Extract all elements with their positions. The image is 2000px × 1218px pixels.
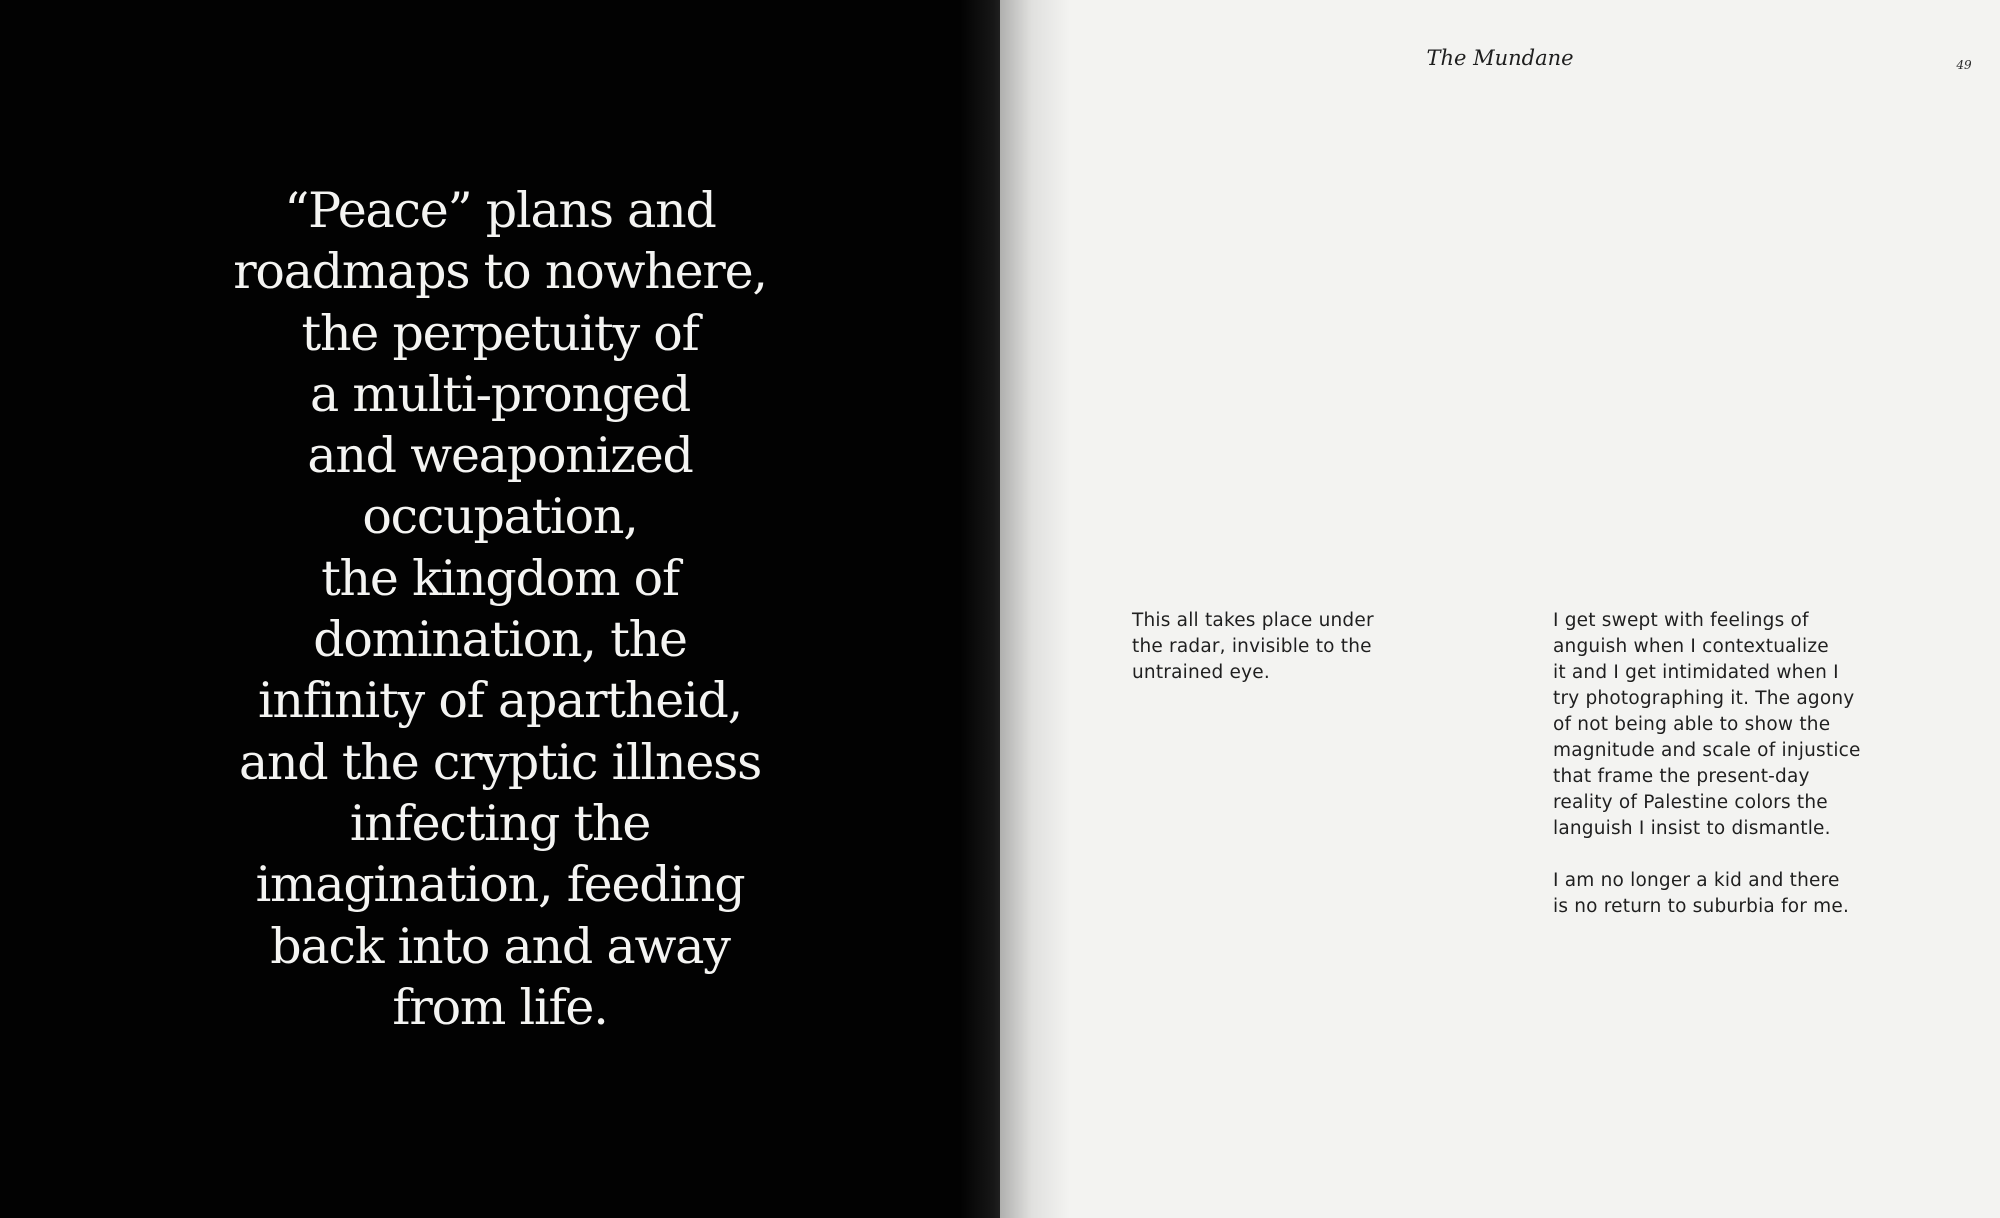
body-line: of not being able to show the xyxy=(1553,714,1831,735)
body-line: This all takes place under xyxy=(1132,610,1374,631)
quote-line: infinity of apartheid, xyxy=(257,672,743,730)
quote-line: “Peace” plans and xyxy=(284,182,716,239)
quote-line: back into and away xyxy=(270,917,730,975)
quote-line: a multi-pronged xyxy=(310,365,690,423)
quote-line: and weaponized xyxy=(307,427,693,485)
body-line: languish I insist to dismantle. xyxy=(1553,818,1831,839)
paragraph-spacer xyxy=(1553,842,1933,868)
body-line: try photographing it. The agony xyxy=(1553,688,1855,709)
body-line: untrained eye. xyxy=(1132,662,1270,683)
body-line: is no return to suburbia for me. xyxy=(1553,896,1850,917)
body-line: magnitude and scale of injustice xyxy=(1553,740,1861,761)
running-head: The Mundane xyxy=(1426,46,1574,70)
quote-line: imagination, feeding xyxy=(255,856,745,914)
page-number: 49 xyxy=(1956,58,1972,72)
body-line: I am no longer a kid and there xyxy=(1553,870,1840,891)
body-line: I get swept with feelings of xyxy=(1553,610,1809,631)
body-line: anguish when I contextualize xyxy=(1553,636,1829,657)
body-text-right-column xyxy=(1553,608,1933,920)
body-line: it and I get intimidated when I xyxy=(1553,662,1839,683)
quote-line: the kingdom of xyxy=(321,549,679,607)
body-line: that frame the present-day xyxy=(1553,766,1810,787)
pull-quote xyxy=(200,180,800,1038)
page-fold-shade xyxy=(1000,0,1070,1218)
quote-line: roadmaps to nowhere, xyxy=(233,243,767,301)
quote-line: and the cryptic illness xyxy=(238,733,762,791)
quote-line: the perpetuity of xyxy=(301,304,699,362)
body-line: reality of Palestine colors the xyxy=(1553,792,1828,813)
body-text-left-column xyxy=(1132,608,1462,686)
quote-line: infecting the xyxy=(349,794,651,852)
quote-line: from life. xyxy=(392,978,608,1036)
body-line: the radar, invisible to the xyxy=(1132,636,1372,657)
quote-line: occupation, xyxy=(362,488,638,546)
quote-line: domination, the xyxy=(313,611,687,669)
